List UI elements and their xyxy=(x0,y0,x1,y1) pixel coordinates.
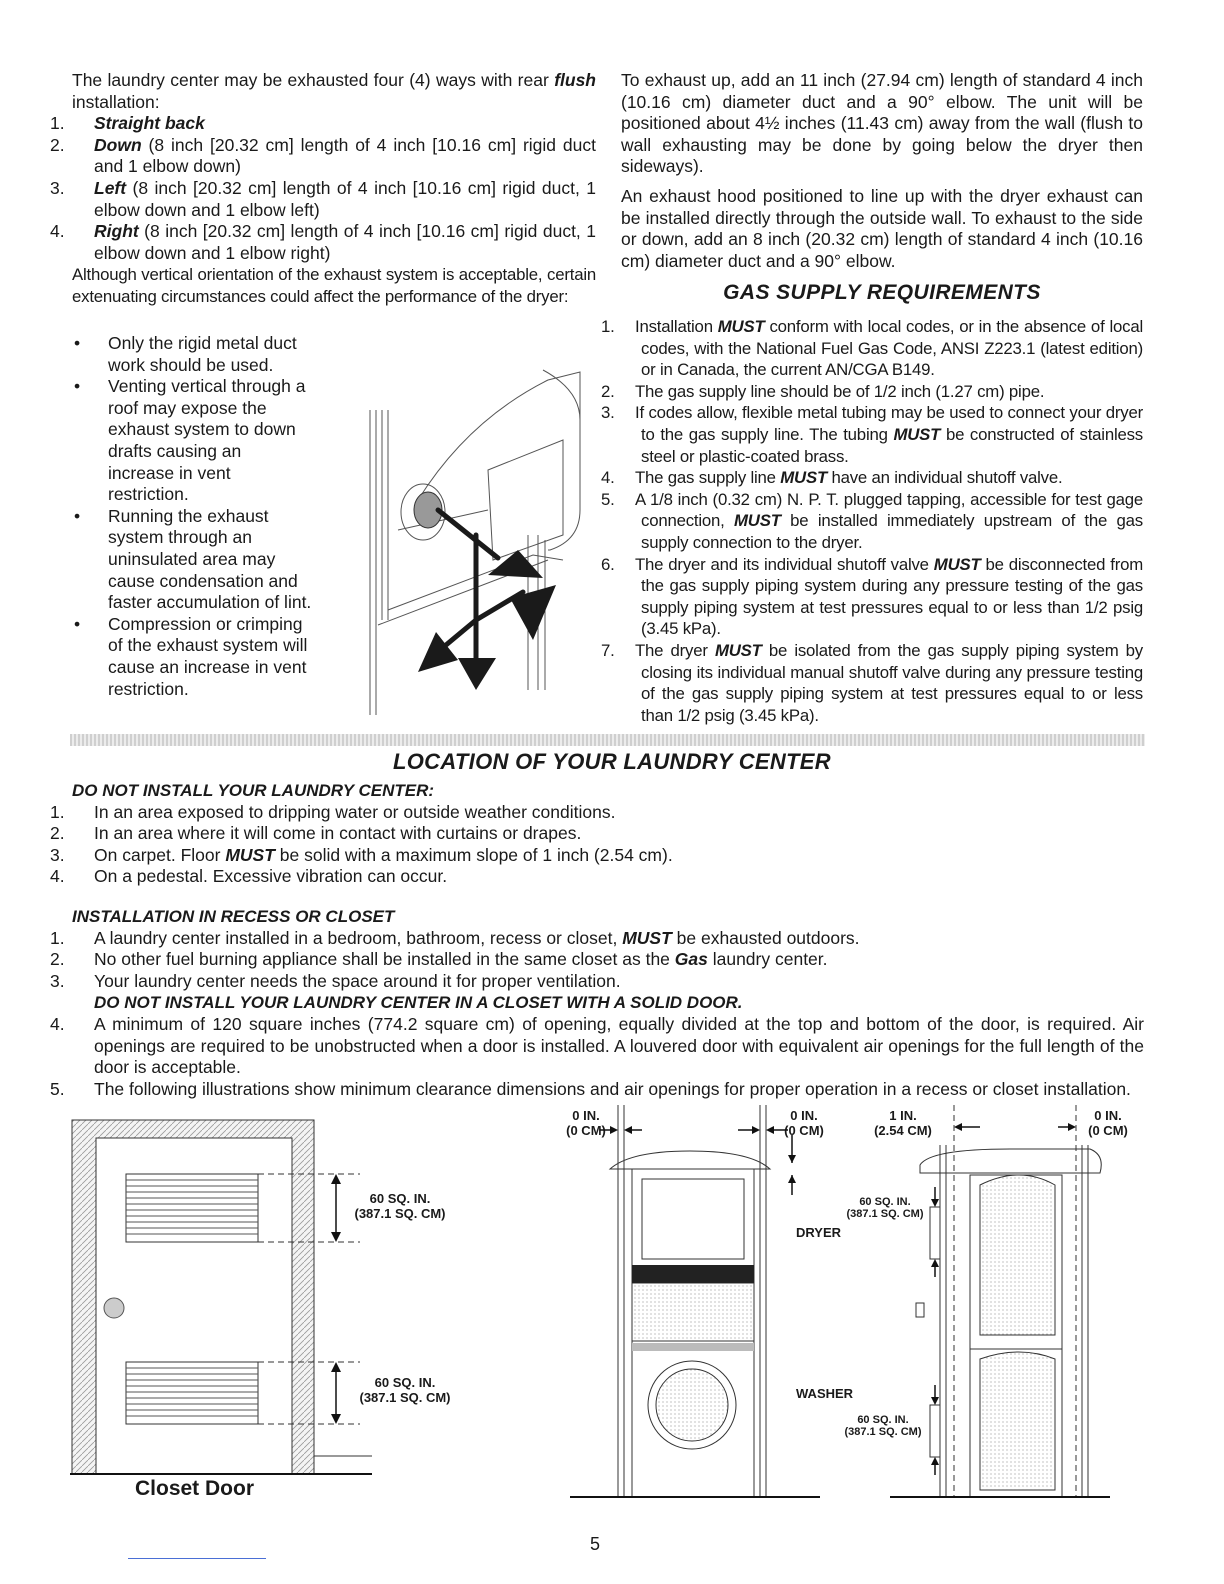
side-view-illustration xyxy=(890,1105,1120,1505)
dryer-body-outline xyxy=(418,372,580,550)
do-not-install-4: 4. On a pedestal. Excessive vibration can occur. xyxy=(50,866,448,887)
dryer-label: DRYER xyxy=(796,1225,842,1240)
page-number: 5 xyxy=(589,1534,600,1554)
exhaust-warnings-list xyxy=(72,333,312,700)
location-title: LOCATION OF YOUR LAUNDRY CENTER xyxy=(393,749,831,774)
closet-door-illustration xyxy=(70,1118,380,1480)
recess-item-5: 5. The following illustrations show minimum clearance dimensions and air openings for proper operation in a recess or closet installation. xyxy=(50,1078,1131,1099)
recess-closet-list xyxy=(50,927,1144,1101)
side-left-clearance-label: 1 IN. (2.54 CM) xyxy=(874,1108,932,1138)
closet-door-caption: Closet Door xyxy=(135,1477,255,1500)
exhaust-way-right: 4. Right (8 inch [20.32 cm] length of 4 inch [10.16 cm] rigid duct, 1 elbow down and 1 elbow right) xyxy=(50,221,596,263)
exhaust-options-section xyxy=(50,70,596,308)
gas-supply-title: GAS SUPPLY REQUIREMENTS xyxy=(723,281,1041,304)
section-divider-bar xyxy=(70,734,1145,746)
dryer-panel xyxy=(488,440,563,560)
recess-item-3: 3. Your laundry center needs the space around it for proper ventilation. xyxy=(50,970,621,991)
front-left-clearance-label: 0 IN. (0 CM) xyxy=(566,1108,606,1138)
warning-uninsulated: • Running the exhaust system through an uninsulated area may cause condensation and faster accumulation of lint. xyxy=(72,506,312,614)
gas-req-6: 6. The dryer and its individual shutoff valve MUST be disconnected from the gas supply piping system during any pressure testing of the gas supply piping system at test pressures equal to or less than 1/2 psig (3.45 kPa). xyxy=(601,554,1143,639)
door-knob xyxy=(104,1298,124,1318)
clearance-arrows xyxy=(600,1130,792,1195)
warning-roof-venting: • Venting vertical through a roof may expose the exhaust system to down drafts causing an increase in vent restriction. xyxy=(72,376,312,506)
clearance-arrowheads xyxy=(610,1126,796,1183)
bottom-louver-vent xyxy=(126,1362,258,1424)
exhaust-up-paragraph: To exhaust up, add an 11 inch (27.94 cm) length of standard 4 inch (10.16 cm) diameter duct and a 90° elbow. The unit will be positioned about 4½ inches (11.43 cm) away from the wall (flush to wall exhausting may be done by going below the dryer then sideways). xyxy=(621,70,1143,177)
gas-req-4: 4. The gas supply line MUST have an individual shutoff valve. xyxy=(601,468,1063,488)
do-not-install-1: 1. In an area exposed to dripping water or outside weather conditions. xyxy=(50,801,616,822)
recess-item-4: 4. A minimum of 120 square inches (774.2 square cm) of opening, equally divided at the top and bottom of the door, is required. Air openings are required to be unobstructed when a door is installed. A louvered door with equivalent air openings for the full length of the door is acceptable. xyxy=(50,1013,1144,1078)
do-not-install-2: 2. In an area where it will come in contact with curtains or drapes. xyxy=(50,823,582,844)
flush-keyword: flush xyxy=(554,70,596,90)
warning-rigid-duct: • Only the rigid metal duct work should be used. xyxy=(72,333,312,376)
washer-lid xyxy=(632,1343,754,1351)
footer-rule xyxy=(128,1558,266,1559)
exhaust-hood-paragraph: An exhaust hood positioned to line up with the dryer exhaust can be installed directly through the outside wall. To exhaust to the side or down, add an 8 inch (20.32 cm) length of standard 4 inch (10.16 cm) diameter duct and a 90° elbow. xyxy=(621,185,1143,271)
gas-requirements-list xyxy=(601,316,1144,726)
gas-req-7: 7. The dryer MUST be isolated from the gas supply piping system by closing its individual manual shutoff valve during any pressure testing of the gas supply piping system at test pressures equal to or less than 1/2 psig (3.45 kPa). xyxy=(601,640,1143,725)
gas-req-3: 3. If codes allow, flexible metal tubing may be used to connect your dryer to the gas supply line. The tubing MUST be constructed of stainless steel or plastic-coated brass. xyxy=(601,403,1144,466)
side-bottom-vent xyxy=(930,1405,940,1457)
exhaust-directions-illustration xyxy=(318,360,598,720)
gas-req-5: 5. A 1/8 inch (0.32 cm) N. P. T. plugged tapping, accessible for test gage connection, MUST be installed immediately upstream of the gas supply connection to the dryer. xyxy=(601,489,1143,552)
door-hinge xyxy=(916,1303,924,1317)
intro-text: The laundry center may be exhausted four (4) ways with rear xyxy=(72,70,549,90)
exhaust-instructions-section xyxy=(621,70,1143,272)
exhaust-ways-list xyxy=(50,113,596,264)
arrow-down xyxy=(458,658,496,690)
dryer-side-shading xyxy=(980,1175,1055,1335)
recess-closet-title: INSTALLATION IN RECESS OR CLOSET xyxy=(72,906,395,926)
side-right-clearance-label: 0 IN. (0 CM) xyxy=(1088,1108,1128,1138)
side-top-vent-label: 60 SQ. IN. (387.1 SQ. CM) xyxy=(846,1196,924,1220)
exhaust-way-straight: 1. Straight back xyxy=(50,113,205,134)
vent-area xyxy=(632,1283,754,1341)
exhaust-way-down: 2. Down (8 inch [20.32 cm] length of 4 inch [10.16 cm] rigid duct and 1 elbow down) xyxy=(50,134,596,177)
washer-label: WASHER xyxy=(796,1386,854,1401)
side-bottom-vent-label: 60 SQ. IN. (387.1 SQ. CM) xyxy=(844,1414,922,1438)
do-not-install-3: 3. On carpet. Floor MUST be solid with a maximum slope of 1 inch (2.54 cm). xyxy=(50,844,673,865)
front-view-illustration xyxy=(570,1105,860,1505)
laundry-top xyxy=(610,1151,770,1169)
door-bottom-vent-label: 60 SQ. IN. (387.1 SQ. CM) xyxy=(359,1375,451,1405)
washer-door-inner xyxy=(656,1369,728,1441)
dryer-control-panel xyxy=(632,1265,754,1283)
door-top-vent-label: 60 SQ. IN. (387.1 SQ. CM) xyxy=(354,1191,446,1221)
top-louver-vent xyxy=(126,1174,258,1242)
intro-text-end: installation: xyxy=(72,91,160,112)
side-top-shelf xyxy=(920,1149,1101,1173)
do-not-install-title: DO NOT INSTALL YOUR LAUNDRY CENTER: xyxy=(72,781,435,800)
vertical-orientation-note: Although vertical orientation of the exhaust system is acceptable, certain extenuating circumstances could affect the performance of the dryer: xyxy=(72,265,596,306)
recess-item-1: 1. A laundry center installed in a bedroom, bathroom, recess or closet, MUST be exhausted outdoors. xyxy=(50,927,860,948)
dryer-top-curve xyxy=(543,370,580,420)
do-not-install-list xyxy=(50,801,1144,888)
warning-crimping: • Compression or crimping of the exhaust system will cause an increase in vent restriction. xyxy=(72,614,312,700)
gas-req-1: 1. Installation MUST conform with local codes, or in the absence of local codes, with the National Fuel Gas Code, ANSI Z223.1 (latest edition) or in Canada, the current AN/CGA B149. xyxy=(601,317,1143,380)
duct-straight-back xyxy=(438,510,498,558)
washer-side-shading xyxy=(980,1352,1055,1490)
front-right-clearance-label: 0 IN. (0 CM) xyxy=(784,1108,824,1138)
recess-item-2: 2. No other fuel burning appliance shall be installed in the same closet as the Gas laundry center. xyxy=(50,949,828,970)
exhaust-way-left: 3. Left (8 inch [20.32 cm] length of 4 inch [10.16 cm] rigid duct, 1 elbow down and 1 elbow left) xyxy=(50,177,596,220)
solid-door-warning: DO NOT INSTALL YOUR LAUNDRY CENTER IN A CLOSET WITH A SOLID DOOR. xyxy=(94,993,743,1013)
gas-req-2: 2. The gas supply line should be of 1/2 inch (1.27 cm) pipe. xyxy=(601,381,1045,401)
side-top-vent xyxy=(930,1207,940,1259)
exhaust-intro xyxy=(72,70,596,113)
dryer-door xyxy=(642,1179,744,1259)
location-section xyxy=(50,780,1144,1100)
